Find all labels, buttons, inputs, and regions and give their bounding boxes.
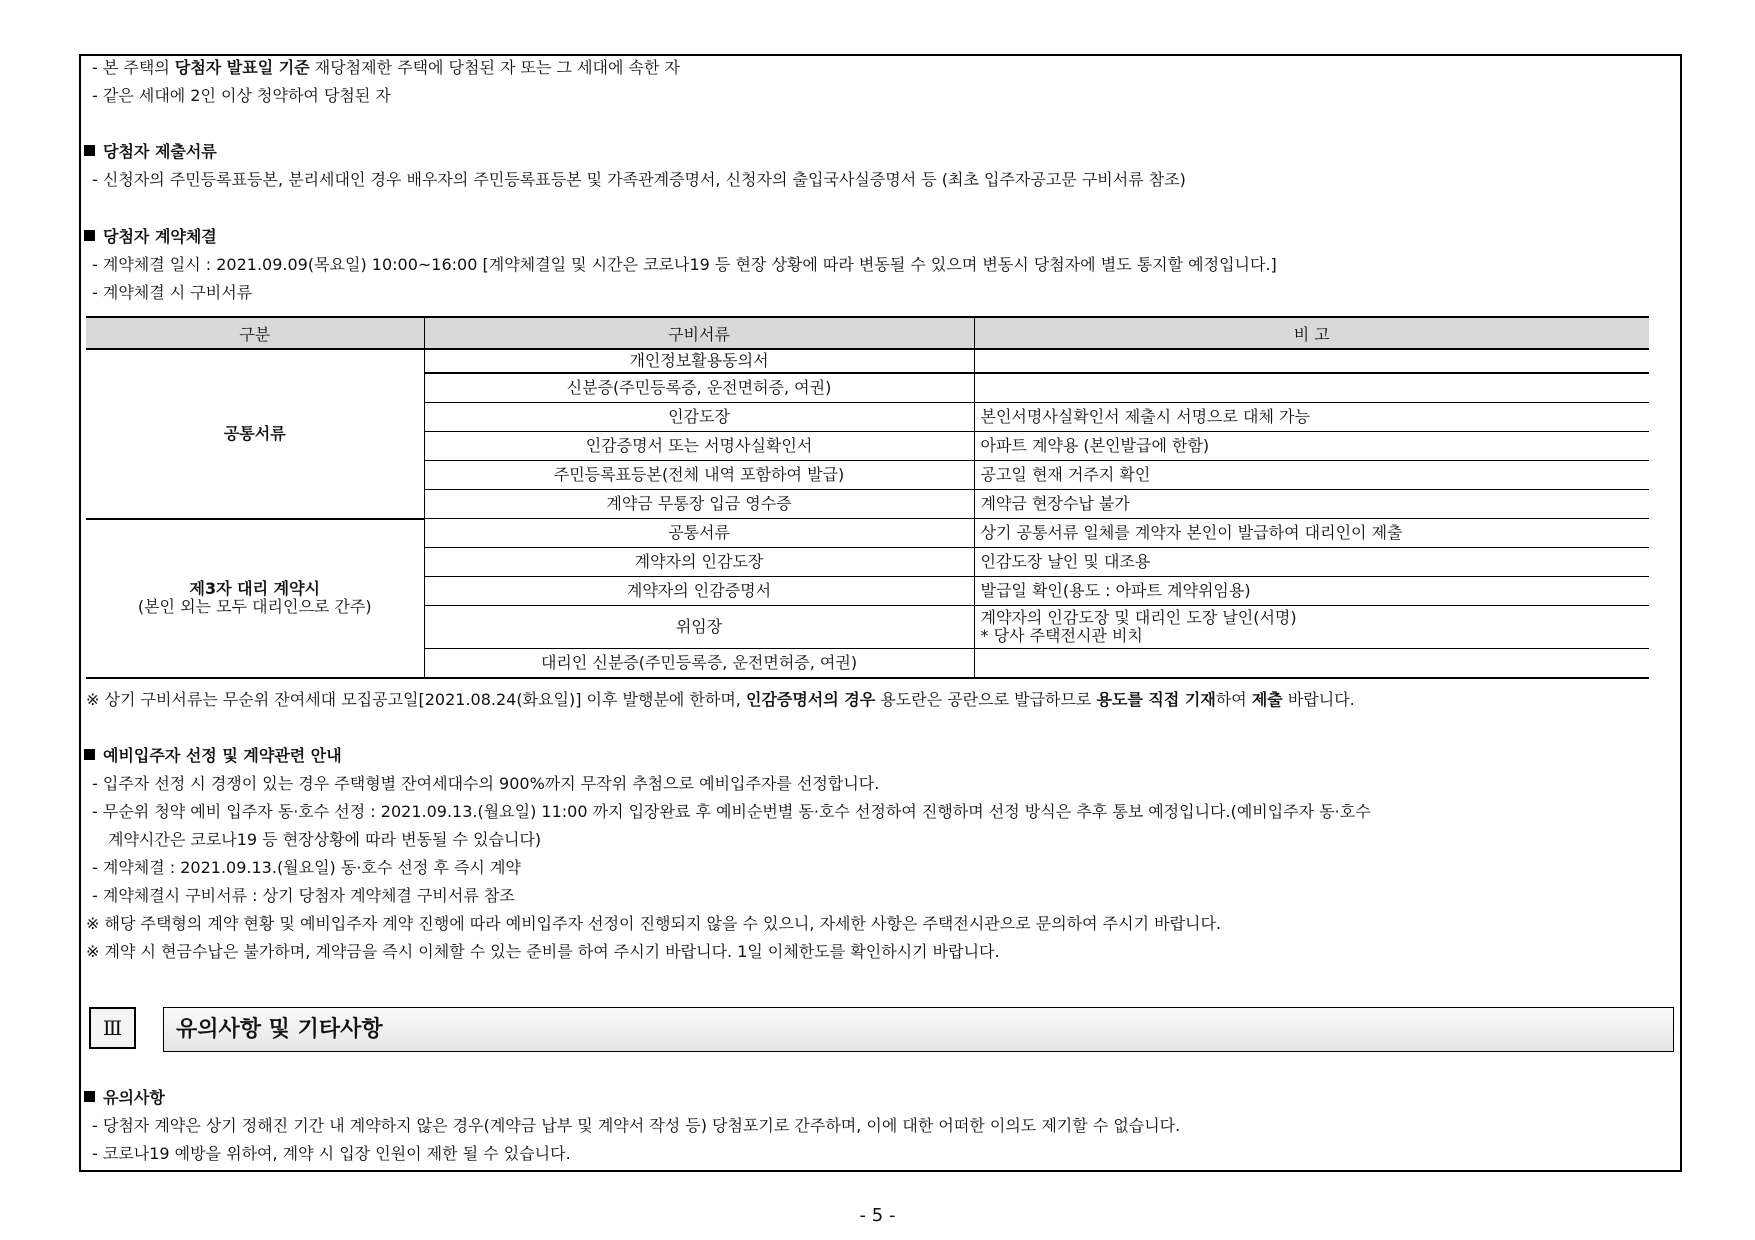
note-cell [974, 649, 1649, 679]
cautions-line-2: - 코로나19 예방을 위하여, 계약 시 입장 인원이 제한 될 수 있습니다. [92, 1144, 571, 1163]
header-category: 구분 [86, 317, 424, 349]
winner-docs-line: - 신청자의 주민등록표등본, 분리세대인 경우 배우자의 주민등록표등본 및 가족관계증명서, 신청자의 출입국사실증명서 등 (최초 입주자공고문 구비서류 참조) [92, 170, 1186, 189]
required-docs-table [86, 316, 1649, 679]
doc-cell: 개인정보활용동의서 [424, 349, 974, 373]
table-header-row [86, 317, 1649, 349]
reserve-line-3: - 계약체결 : 2021.09.13.(월요일) 동·호수 선정 후 즉시 계약 [92, 858, 521, 877]
winner-docs-heading: 당첨자 제출서류 [84, 142, 217, 162]
table-note: ※ 상기 구비서류는 무순위 잔여세대 모집공고일[2021.08.24(화요일)] 이후 발행분에 한하며, 인감증명서의 경우 용도란은 공란으로 발급하므로 용도를 직접 기재하여 제출 바랍니다. [86, 690, 1355, 709]
group-proxy: 제3자 대리 계약시 (본인 외는 모두 대리인으로 간주) [86, 519, 424, 679]
section-title: 유의사항 및 기타사항 [163, 1007, 1674, 1052]
reserve-line-4: - 계약체결시 구비서류 : 상기 당첨자 계약체결 구비서류 참조 [92, 886, 515, 905]
doc-cell: 신분증(주민등록증, 운전면허증, 여권) [424, 373, 974, 403]
table-row [86, 519, 1649, 548]
rule-line-1: - 본 주택의 당첨자 발표일 기준 재당첨제한 주택에 당첨된 자 또는 그 세대에 속한 자 [92, 58, 681, 77]
group-proxy-sub: (본인 외는 모두 대리인으로 간주) [137, 597, 372, 617]
note-cell [974, 349, 1649, 373]
note-cell: 발급일 확인(용도 : 아파트 계약위임용) [974, 577, 1649, 606]
square-bullet-icon [84, 230, 95, 241]
header-documents: 구비서류 [424, 317, 974, 349]
page-number: - 5 - [859, 1205, 896, 1226]
contract-datetime-line: - 계약체결 일시 : 2021.09.09(목요일) 10:00~16:00 [계약체결일 및 시간은 코로나19 등 현장 상황에 따라 변동될 수 있으며 변동시 당첨자에 별도 통지할 예정입니다.] [92, 255, 1277, 274]
header-remarks: 비 고 [974, 317, 1649, 349]
doc-cell: 주민등록표등본(전체 내역 포함하여 발급) [424, 461, 974, 490]
doc-cell: 공통서류 [424, 519, 974, 548]
reserve-line-2b: 계약시간은 코로나19 등 현장상황에 따라 변동될 수 있습니다) [108, 830, 542, 849]
note-cell: 본인서명사실확인서 제출시 서명으로 대체 가능 [974, 403, 1649, 432]
note-cell [974, 606, 1649, 649]
reserve-line-1: - 입주자 선정 시 경쟁이 있는 경우 주택형별 잔여세대수의 900%까지 무작위 추첨으로 예비입주자를 선정합니다. [92, 774, 880, 793]
square-bullet-icon [84, 749, 95, 760]
note-line: 계약자의 인감도장 및 대리인 도장 날인(서명) [980, 608, 1297, 627]
rule-line-2: - 같은 세대에 2인 이상 청약하여 당첨된 자 [92, 86, 391, 105]
group-common: 공통서류 [86, 349, 424, 519]
note-cell: 공고일 현재 거주지 확인 [974, 461, 1649, 490]
section-number: Ⅲ [89, 1007, 136, 1049]
doc-cell: 인감증명서 또는 서명사실확인서 [424, 432, 974, 461]
square-bullet-icon [84, 1091, 95, 1102]
doc-cell: 계약금 무통장 입금 영수증 [424, 490, 974, 519]
contract-docs-line: - 계약체결 시 구비서류 [92, 283, 253, 302]
note-cell: 인감도장 날인 및 대조용 [974, 548, 1649, 577]
reserve-note-2: ※ 계약 시 현금수납은 불가하며, 계약금을 즉시 이체할 수 있는 준비를 하여 주시기 바랍니다. 1일 이체한도를 확인하시기 바랍니다. [86, 942, 1000, 961]
note-cell: 상기 공통서류 일체를 계약자 본인이 발급하여 대리인이 제출 [974, 519, 1649, 548]
square-bullet-icon [84, 145, 95, 156]
doc-cell: 계약자의 인감증명서 [424, 577, 974, 606]
note-cell: 계약금 현장수납 불가 [974, 490, 1649, 519]
note-line: * 당사 주택전시관 비치 [980, 626, 1143, 645]
note-cell: 아파트 계약용 (본인발급에 한함) [974, 432, 1649, 461]
note-cell [974, 373, 1649, 403]
table-row [86, 349, 1649, 373]
contract-heading: 당첨자 계약체결 [84, 227, 217, 247]
cautions-heading: 유의사항 [84, 1088, 165, 1108]
doc-cell: 인감도장 [424, 403, 974, 432]
doc-cell: 대리인 신분증(주민등록증, 운전면허증, 여권) [424, 649, 974, 679]
reserve-note-1: ※ 해당 주택형의 계약 현황 및 예비입주자 계약 진행에 따라 예비입주자 선정이 진행되지 않을 수 있으니, 자세한 사항은 주택전시관으로 문의하여 주시기 바랍니다. [86, 914, 1222, 933]
reserve-heading: 예비입주자 선정 및 계약관련 안내 [84, 746, 342, 766]
reserve-line-2: - 무순위 청약 예비 입주자 동·호수 선정 : 2021.09.13.(월요일) 11:00 까지 입장완료 후 예비순번별 동·호수 선정하여 진행하며 선정 방식은 추후 통보 예정입니다.(예비입주자 동·호수 [92, 802, 1371, 821]
cautions-line-1: - 당첨자 계약은 상기 정해진 기간 내 계약하지 않은 경우(계약금 납부 및 계약서 작성 등) 당첨포기로 간주하며, 이에 대한 어떠한 이의도 제기할 수 없습니다. [92, 1116, 1181, 1135]
doc-cell: 위임장 [424, 606, 974, 649]
doc-cell: 계약자의 인감도장 [424, 548, 974, 577]
